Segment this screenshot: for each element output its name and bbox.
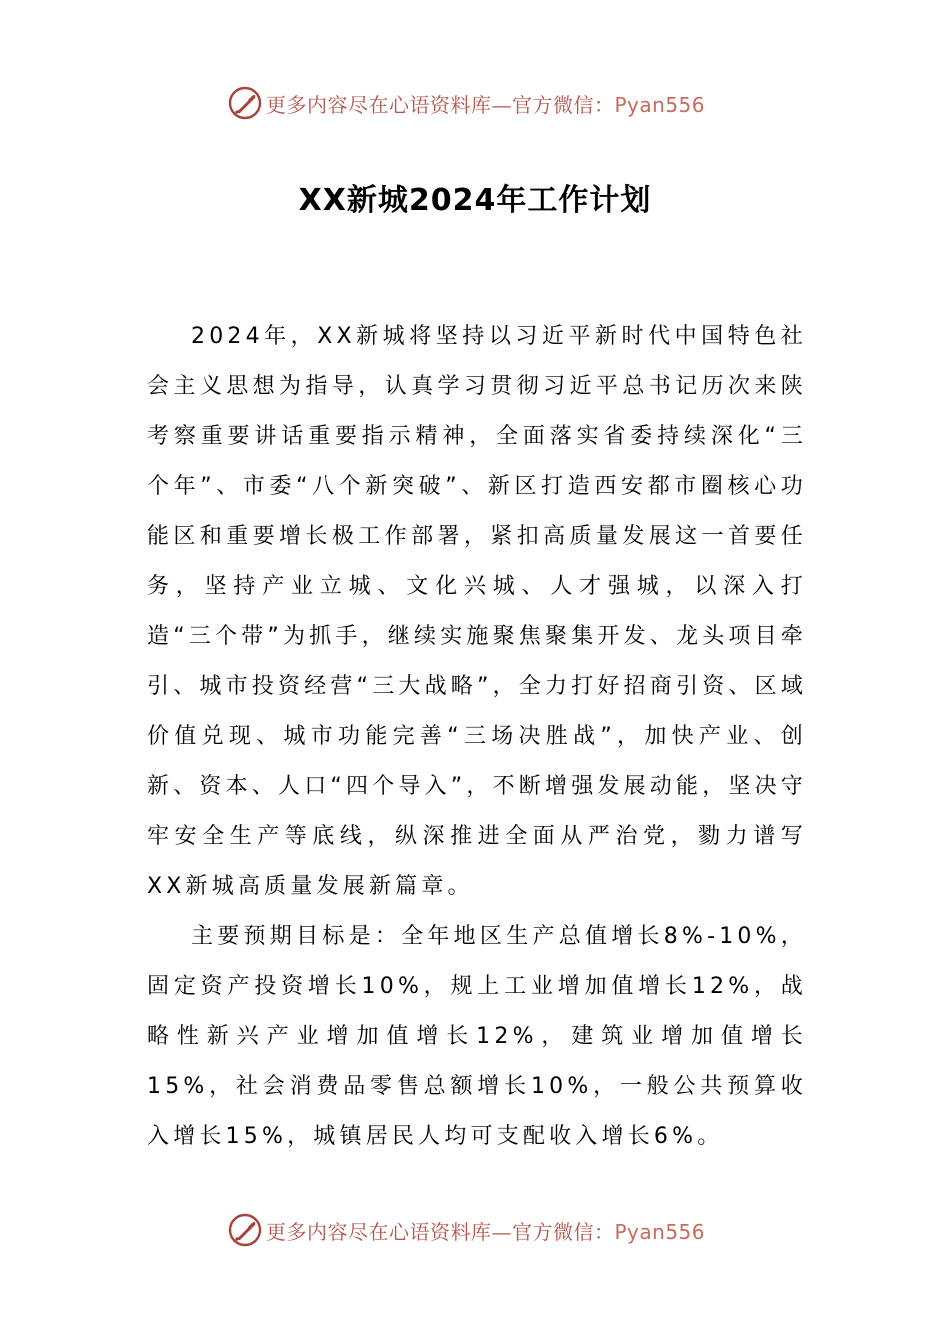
watermark-text	[266, 89, 705, 118]
site-name: 更多内容尽在心语资料库	[266, 92, 492, 117]
wechat-label: 官方微信：	[512, 1219, 615, 1244]
site-name: 更多内容尽在心语资料库	[266, 1219, 492, 1244]
watermark-banner-top	[228, 83, 748, 123]
wechat-label: 官方微信：	[512, 92, 615, 117]
paragraph: 2024年，XX新城将坚持以习近平新时代中国特色社会主义思想为指导，认真学习贯彻习近平总书记历次来陕考察重要讲话重要指示精神，全面落实省委持续深化“三个年”、市委“八个新突破”、新区打造西安都市圈核心功能区和重要增长极工作部署，紧扣高质量发展这一首要任务，坚持产业立城、文化兴城、人才强城，以深入打造“三个带”为抓手，继续实施聚焦聚集开发、龙头项目牵引、城市投资经营“三大战略”，全力打好招商引资、区域价值兑现、城市功能完善“三场决胜战”，加快产业、创新、资本、人口“四个导入”，不断增强发展动能，坚决守牢安全生产等底线，纵深推进全面从严治党，勠力谱写XX新城高质量发展新篇章。	[147, 324, 807, 899]
watermark-banner-bottom	[228, 1210, 748, 1250]
wechat-id: Pyan556	[614, 92, 706, 117]
document-body	[147, 312, 807, 1162]
quill-logo-icon	[228, 1213, 262, 1247]
paragraph: 主要预期目标是：全年地区生产总值增长8%-10%，固定资产投资增长10%，规上工业增加值增长12%，战略性新兴产业增加值增长12%，建筑业增加值增长15%，社会消费品零售总额增长10%，一般公共预算收入增长15%，城镇居民人均可支配收入增长6%。	[147, 924, 807, 1149]
page-title: XX新城2024年工作计划	[298, 183, 652, 218]
watermark-text	[266, 1216, 705, 1245]
wechat-id: Pyan556	[614, 1219, 706, 1244]
separator: —	[491, 1219, 512, 1244]
separator: —	[491, 92, 512, 117]
quill-logo-icon	[228, 86, 262, 120]
